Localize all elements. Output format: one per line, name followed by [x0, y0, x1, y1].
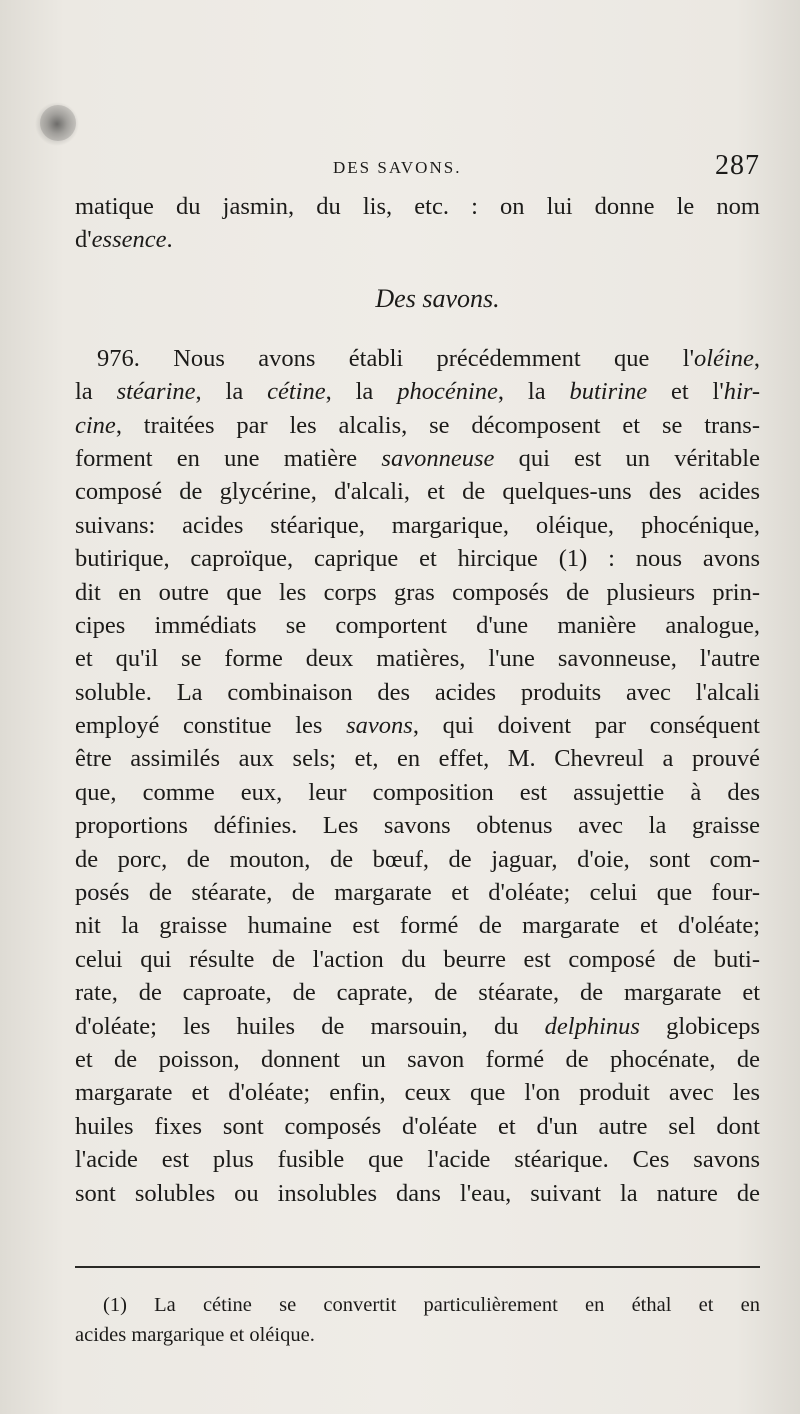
italic-term: savonneuse: [381, 444, 495, 472]
text-run: rate, de caproate, de caprate, de stéarate, de margarate et: [75, 979, 760, 1007]
text-run: , qui doivent par conséquent: [412, 712, 760, 740]
text-line: [75, 876, 760, 909]
text-run: et de poisson, donnent un savon formé de phocénate, de: [75, 1045, 760, 1073]
italic-term: essence: [91, 226, 167, 254]
text-run: , la: [497, 378, 570, 406]
italic-term: hir-: [723, 378, 760, 406]
text-line: [75, 576, 760, 609]
text-line: [75, 1076, 760, 1109]
text-run: de porc, de mouton, de bœuf, de jaguar, d'oie, sont com-: [75, 845, 760, 873]
text-run: composé de glycérine, d'alcali, et de quelques-uns des acides: [75, 478, 760, 506]
footnote-line: (1) La cétine se convertit particulièrement en éthal et en: [103, 1294, 760, 1316]
text-line: [75, 375, 760, 408]
ink-smudge: [40, 105, 76, 141]
text-run: globiceps: [639, 1012, 760, 1040]
text-run: butirique, caproïque, caprique et hircique (1) : nous avons: [75, 545, 760, 573]
text-line: [75, 943, 760, 976]
text-line: [75, 442, 760, 475]
footnote: [75, 1290, 760, 1350]
italic-term: stéarine: [116, 378, 196, 406]
footnote-line: acides margarique et oléique.: [75, 1324, 315, 1346]
text-run: proportions définies. Les savons obtenus avec la graisse: [75, 812, 760, 840]
text-run: qui est un véritable: [494, 444, 760, 472]
text-run: sont solubles ou insolubles dans l'eau, suivant la nature de: [75, 1179, 760, 1207]
text-run: l'acide est plus fusible que l'acide stéarique. Ces savons: [75, 1146, 760, 1174]
text-line: [75, 909, 760, 942]
text-run: cipes immédiats se comportent d'une manière analogue,: [75, 611, 760, 639]
text-run: 976. Nous avons établi précédemment que l': [97, 344, 694, 372]
text-line: [75, 642, 760, 675]
text-run: huiles fixes sont composés d'oléate et d'un autre sel dont: [75, 1112, 760, 1140]
text-line: [75, 409, 760, 442]
text-line: matique du jasmin, du lis, etc. : on lui donne le nom: [75, 193, 760, 220]
text-run: ,: [753, 344, 760, 372]
text-line: [75, 1043, 760, 1076]
italic-term: cétine: [267, 378, 326, 406]
text-line: [75, 1110, 760, 1143]
text-run: nit la graisse humaine est formé de margarate et d'oléate;: [75, 912, 760, 940]
text-line: [75, 776, 760, 809]
text-run: et qu'il se forme deux matières, l'une savonneuse, l'autre: [75, 645, 760, 673]
text-run: forment en une matière: [75, 444, 382, 472]
section-title: Des savons.: [375, 283, 500, 313]
paragraph-976: [75, 342, 760, 1210]
text-run: posés de stéarate, de margarate et d'oléate; celui que four-: [75, 879, 760, 907]
text-run: dit en outre que les corps gras composés de plusieurs prin-: [75, 578, 760, 606]
text-run: celui qui résulte de l'action du beurre est composé de buti-: [75, 945, 760, 973]
text-run: être assimilés aux sels; et, en effet, M. Chevreul a prouvé: [75, 745, 760, 773]
main-text: [75, 190, 760, 1210]
text-line: [75, 676, 760, 709]
text-line: [75, 843, 760, 876]
page-number: 287: [715, 150, 760, 181]
text-line: [75, 1143, 760, 1176]
text-line: [75, 709, 760, 742]
text-line: [75, 509, 760, 542]
text-line: [75, 342, 760, 375]
page-header: [75, 150, 760, 190]
footnote-rule: [75, 1266, 760, 1268]
text-run: d': [75, 226, 92, 254]
italic-term: butirine: [569, 378, 648, 406]
text-line: [75, 609, 760, 642]
italic-term: delphinus: [544, 1012, 640, 1040]
italic-term: cine: [75, 411, 116, 439]
text-run: , la: [195, 378, 268, 406]
text-run: la: [75, 378, 117, 406]
text-run: et l': [647, 378, 724, 406]
italic-term: oléine: [694, 344, 754, 372]
text-line: [75, 542, 760, 575]
text-line: [75, 742, 760, 775]
text-run: .: [166, 226, 173, 254]
text-line: [75, 1177, 760, 1210]
text-line: [75, 475, 760, 508]
text-run: margarate et d'oléate; enfin, ceux que l'on produit avec les: [75, 1079, 760, 1107]
text-line: [75, 976, 760, 1009]
text-run: d'oléate; les huiles de marsouin, du: [75, 1012, 545, 1040]
text-run: que, comme eux, leur composition est assujettie à des: [75, 778, 760, 806]
text-run: soluble. La combinaison des acides produits avec l'alcali: [75, 678, 760, 706]
running-head: DES SAVONS.: [333, 158, 462, 177]
text-line: [75, 1010, 760, 1043]
text-run: , la: [325, 378, 398, 406]
text-run: suivans: acides stéarique, margarique, oléique, phocénique,: [75, 511, 760, 539]
italic-term: savons: [346, 712, 413, 740]
text-run: , traitées par les alcalis, se décomposent et se trans-: [115, 411, 760, 439]
text-line: [75, 223, 760, 256]
text-run: employé constitue les: [75, 712, 347, 740]
italic-term: phocénine: [397, 378, 498, 406]
text-line: [75, 809, 760, 842]
